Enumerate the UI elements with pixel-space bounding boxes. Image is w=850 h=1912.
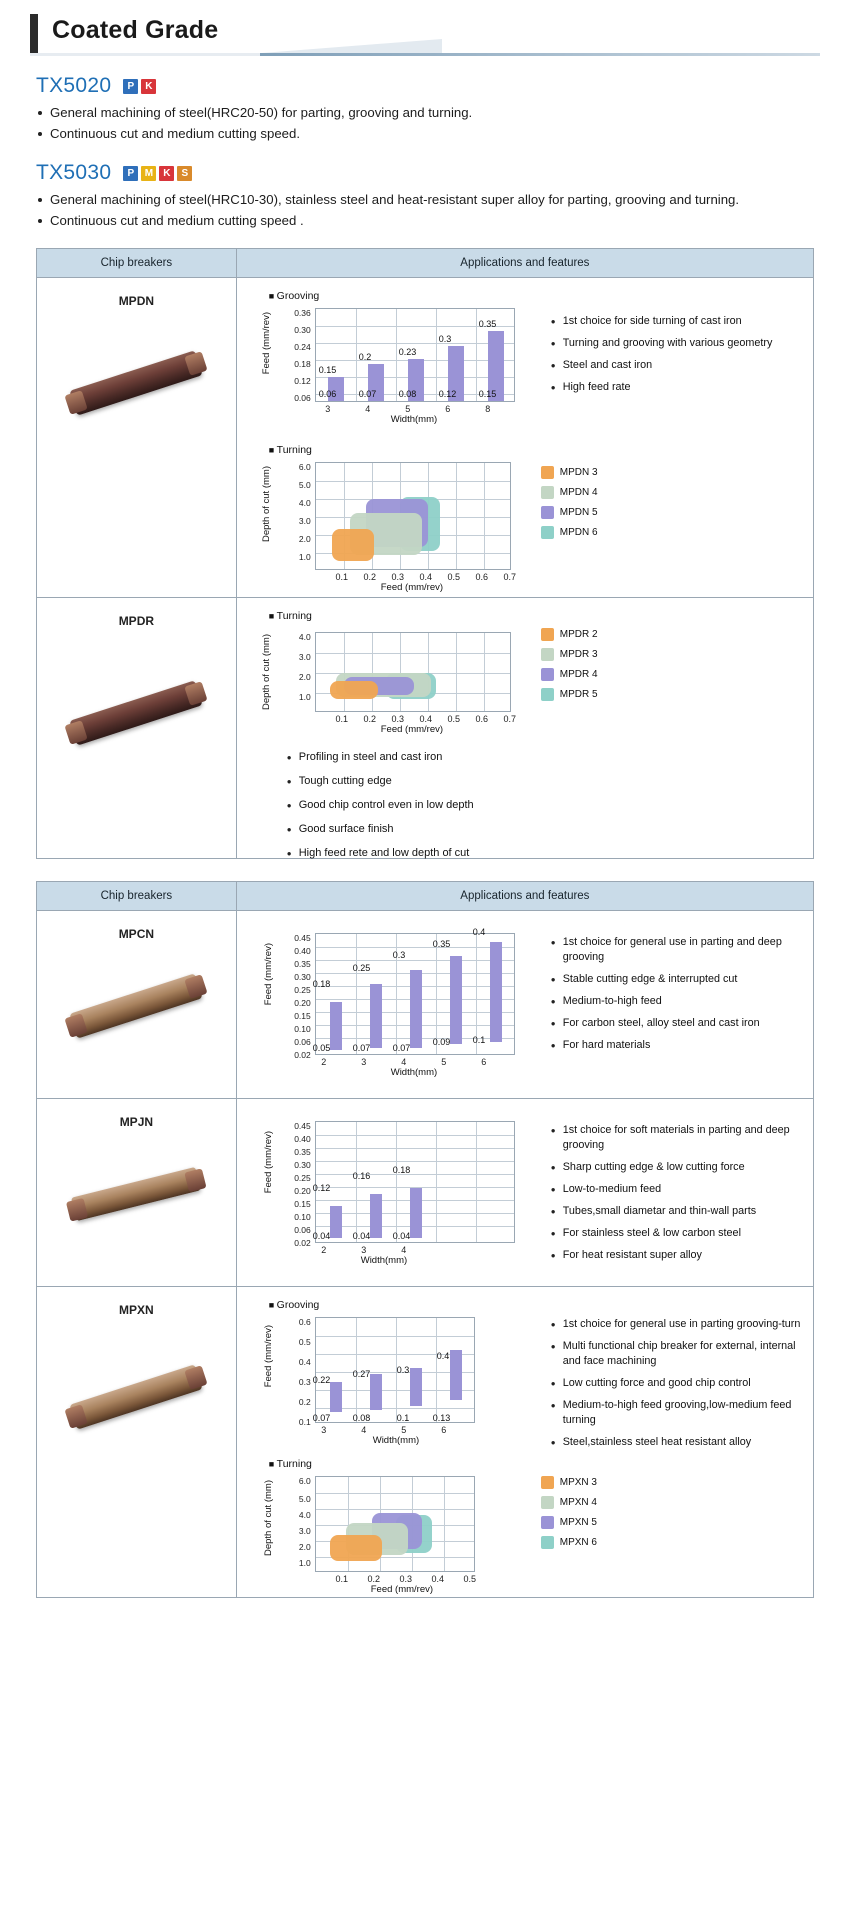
feature-item: ● Profiling in steel and cast iron — [287, 750, 627, 765]
bar-min-label: 0.07 — [392, 1043, 411, 1053]
column-header-chip-breakers: Chip breakers — [37, 249, 237, 278]
insert-image — [70, 680, 204, 746]
y-tick: 0.4 — [298, 1357, 311, 1367]
legend-swatch — [541, 628, 554, 641]
x-tick: 2 — [321, 1245, 327, 1255]
x-tick: 4 — [365, 404, 371, 414]
applications-cell-mpdn — [237, 278, 813, 597]
chart-plot-area — [315, 632, 511, 712]
x-tick: 0.4 — [419, 572, 432, 582]
y-tick: 5.0 — [298, 480, 311, 490]
y-tick: 6.0 — [298, 462, 311, 472]
chip-breaker-name: MPJN — [119, 1115, 154, 1129]
y-tick: 0.36 — [294, 308, 311, 318]
chart-x-axis-title: Width(mm) — [390, 1067, 438, 1078]
chart-x-axis-title: Width(mm) — [372, 1435, 420, 1446]
x-tick: 0.5 — [463, 1574, 476, 1584]
legend-item — [541, 648, 598, 661]
page-title: Coated Grade — [52, 16, 219, 44]
bar-max-label: 0.3 — [392, 950, 406, 960]
bar-min-label: 0.04 — [352, 1231, 371, 1241]
y-tick: 0.30 — [294, 325, 311, 335]
chart-x-axis-title: Width(mm) — [390, 414, 438, 425]
legend-item — [541, 628, 598, 641]
bar-max-label: 0.12 — [312, 1183, 331, 1193]
y-tick: 0.1 — [298, 1417, 311, 1427]
y-tick: 0.5 — [298, 1337, 311, 1347]
x-tick: 6 — [481, 1057, 487, 1067]
y-tick: 0.30 — [294, 1160, 311, 1170]
legend-label: MPDN 4 — [559, 487, 598, 498]
chart-plot-area — [315, 462, 511, 570]
x-tick: 5 — [405, 404, 411, 414]
chart-x-axis-title: Width(mm) — [360, 1255, 408, 1266]
applications-cell-mpxn — [237, 1287, 813, 1597]
x-tick: 0.6 — [475, 572, 488, 582]
y-tick: 4.0 — [298, 498, 311, 508]
x-tick: 5 — [441, 1057, 447, 1067]
feature-item: ● Low-to-medium feed — [551, 1182, 801, 1197]
insert-image — [70, 973, 204, 1039]
bar-max-label: 0.18 — [392, 1165, 411, 1175]
bar-max-label: 0.23 — [398, 347, 417, 357]
bar-max-label: 0.16 — [352, 1171, 371, 1181]
grade-bullets — [36, 104, 814, 143]
feature-list-mpdn — [551, 314, 801, 402]
feature-item: ● Medium-to-high feed — [551, 994, 801, 1009]
feature-list-mpdr — [287, 750, 627, 861]
chip-breaker-cell-mpxn — [37, 1287, 237, 1597]
grade-bullet: Continuous cut and medium cutting speed . — [36, 212, 814, 230]
y-tick: 2.0 — [298, 534, 311, 544]
chip-breaker-cell-mpcn — [37, 911, 237, 1098]
legend-item — [541, 1476, 597, 1489]
grade-bullet: General machining of steel(HRC10-30), stainless steel and heat-resistant super alloy for parting, grooving and turning. — [36, 191, 814, 209]
y-tick: 2.0 — [298, 1542, 311, 1552]
feature-item: ● 1st choice for side turning of cast iron — [551, 314, 801, 329]
x-tick: 8 — [485, 404, 491, 414]
y-tick: 0.2 — [298, 1397, 311, 1407]
iso-badge-m: M — [141, 166, 156, 181]
bar-max-label: 0.35 — [432, 939, 451, 949]
y-tick: 1.0 — [298, 692, 311, 702]
bar-max-label: 0.22 — [312, 1375, 331, 1385]
bar — [410, 1368, 422, 1406]
chart-x-axis-title: Feed (mm/rev) — [380, 724, 444, 735]
x-tick: 0.6 — [475, 714, 488, 724]
feature-item: ● For hard materials — [551, 1038, 801, 1053]
legend-item — [541, 1516, 597, 1529]
x-tick: 4 — [401, 1057, 407, 1067]
bar-min-label: 0.13 — [432, 1413, 451, 1423]
y-tick: 0.10 — [294, 1212, 311, 1222]
header-swoosh-decoration — [262, 39, 442, 53]
feature-item: ● Stable cutting edge & interrupted cut — [551, 972, 801, 987]
insert-image — [70, 350, 204, 416]
bar — [330, 1206, 342, 1238]
iso-badge-p: P — [123, 166, 138, 181]
legend-label: MPXN 6 — [559, 1537, 597, 1548]
feature-item: ● Multi functional chip breaker for external, internal and face machining — [551, 1339, 801, 1369]
chip-breaker-cell-mpdr — [37, 598, 237, 858]
feature-item: ● Steel,stainless steel heat resistant alloy — [551, 1435, 801, 1450]
column-header-applications: Applications and features — [237, 882, 813, 911]
x-tick: 0.3 — [391, 714, 404, 724]
region-mpxn-3 — [330, 1535, 382, 1561]
x-tick: 4 — [401, 1245, 407, 1255]
x-tick: 0.1 — [335, 1574, 348, 1584]
bar-max-label: 0.15 — [318, 365, 337, 375]
y-tick: 0.40 — [294, 946, 311, 956]
chart-mpjn-grooving — [251, 1109, 805, 1274]
iso-badge-s: S — [177, 166, 192, 181]
y-tick: 5.0 — [298, 1494, 311, 1504]
feature-list-mpxn — [551, 1317, 801, 1457]
legend-item — [541, 688, 598, 701]
legend-label: MPDR 2 — [559, 629, 598, 640]
legend-item — [541, 1496, 597, 1509]
legend-swatch — [541, 1476, 554, 1489]
iso-badges — [123, 79, 156, 94]
chart-mpxn-grooving — [251, 1299, 805, 1448]
legend-swatch — [541, 648, 554, 661]
legend-label: MPDN 6 — [559, 527, 598, 538]
chip-breaker-cell-mpdn — [37, 278, 237, 597]
feature-item: ● 1st choice for soft materials in parting and deep grooving — [551, 1123, 801, 1153]
y-tick: 0.24 — [294, 342, 311, 352]
bar — [490, 942, 502, 1042]
iso-badges — [123, 166, 192, 181]
chip-breaker-name: MPDR — [118, 614, 155, 628]
chart-mpxn-turning — [251, 1458, 805, 1595]
x-tick: 6 — [441, 1425, 447, 1435]
x-tick: 0.4 — [431, 1574, 444, 1584]
header-rule-accent — [260, 53, 820, 56]
y-tick: 0.45 — [294, 933, 311, 943]
bar-min-label: 0.1 — [472, 1035, 486, 1045]
y-tick: 0.20 — [294, 998, 311, 1008]
legend-label: MPXN 3 — [559, 1477, 597, 1488]
bar — [330, 1382, 342, 1412]
legend-swatch — [541, 486, 554, 499]
chart-y-axis-title: Feed (mm/rev) — [262, 1325, 274, 1388]
legend-swatch — [541, 466, 554, 479]
insert-photo-mpcn — [37, 941, 236, 1071]
column-header-applications: Applications and features — [237, 249, 813, 278]
insert-photo-mpjn — [37, 1129, 236, 1259]
bar-min-label: 0.12 — [438, 389, 457, 399]
legend-item — [541, 486, 598, 499]
chart-title: ■ Turning — [269, 1458, 805, 1470]
bar-min-label: 0.08 — [352, 1413, 371, 1423]
y-tick: 1.0 — [298, 552, 311, 562]
feature-item: ● 1st choice for general use in parting and deep grooving — [551, 935, 801, 965]
x-tick: 0.3 — [399, 1574, 412, 1584]
feature-item: ● High feed rete and low depth of cut — [287, 846, 627, 861]
bar — [450, 956, 462, 1044]
chart-mpdn-grooving — [251, 290, 805, 430]
x-tick: 3 — [361, 1057, 367, 1067]
bar-min-label: 0.06 — [318, 389, 337, 399]
y-tick: 0.18 — [294, 359, 311, 369]
x-tick: 0.7 — [503, 714, 516, 724]
feature-item: ● Steel and cast iron — [551, 358, 801, 373]
x-tick: 5 — [401, 1425, 407, 1435]
y-tick: 4.0 — [298, 1510, 311, 1520]
feature-item: ● For carbon steel, alloy steel and cast iron — [551, 1016, 801, 1031]
iso-badge-k: K — [141, 79, 156, 94]
table-row — [37, 278, 813, 598]
table-row — [37, 1287, 813, 1597]
chart-y-axis-title: Depth of cut (mm) — [262, 1480, 274, 1557]
y-tick: 0.45 — [294, 1121, 311, 1131]
x-tick: 2 — [321, 1057, 327, 1067]
chip-breaker-cell-mpjn — [37, 1099, 237, 1286]
y-tick: 0.02 — [294, 1050, 311, 1060]
feature-list-mpjn — [551, 1123, 801, 1270]
bar — [370, 1194, 382, 1238]
region-mpdn-3 — [332, 529, 374, 561]
x-tick: 0.2 — [367, 1574, 380, 1584]
feature-item: ● Sharp cutting edge & low cutting force — [551, 1160, 801, 1175]
bar-min-label: 0.09 — [432, 1037, 451, 1047]
chip-breaker-name: MPCN — [118, 927, 155, 941]
x-tick: 0.2 — [363, 714, 376, 724]
insert-image — [70, 1364, 204, 1430]
chart-x-axis-title: Feed (mm/rev) — [370, 1584, 434, 1595]
y-tick: 0.15 — [294, 1011, 311, 1021]
bar-min-label: 0.04 — [392, 1231, 411, 1241]
y-tick: 0.10 — [294, 1024, 311, 1034]
y-tick: 0.20 — [294, 1186, 311, 1196]
y-tick: 0.12 — [294, 376, 311, 386]
legend-label: MPDN 3 — [559, 467, 598, 478]
legend-item — [541, 466, 598, 479]
bar-min-label: 0.07 — [312, 1413, 331, 1423]
chart-mpcn-grooving — [251, 921, 805, 1086]
bar-min-label: 0.04 — [312, 1231, 331, 1241]
y-tick: 0.25 — [294, 985, 311, 995]
grade-name: TX5030 — [36, 161, 112, 184]
legend-swatch — [541, 526, 554, 539]
legend-swatch — [541, 1536, 554, 1549]
feature-list-mpcn — [551, 935, 801, 1060]
legend-label: MPXN 5 — [559, 1517, 597, 1528]
y-tick: 2.0 — [298, 672, 311, 682]
grade-bullet: Continuous cut and medium cutting speed. — [36, 125, 814, 143]
feature-item: ● For heat resistant super alloy — [551, 1248, 801, 1263]
chart-x-axis-title: Feed (mm/rev) — [380, 582, 444, 593]
header-accent-bar — [30, 14, 38, 54]
bar-max-label: 0.25 — [352, 963, 371, 973]
feature-item: ● 1st choice for general use in parting grooving-turn — [551, 1317, 801, 1332]
region-mpdr-2 — [330, 681, 378, 699]
bar-max-label: 0.3 — [438, 334, 452, 344]
applications-cell-mpdr — [237, 598, 813, 858]
chart-y-axis-title: Feed (mm/rev) — [260, 312, 272, 375]
x-tick: 0.1 — [335, 714, 348, 724]
y-tick: 0.15 — [294, 1199, 311, 1209]
chip-breaker-name: MPDN — [118, 294, 155, 308]
chart-legend-mpdr-turning — [541, 628, 598, 708]
grade-bullets — [36, 191, 814, 230]
y-tick: 0.6 — [298, 1317, 311, 1327]
legend-item — [541, 506, 598, 519]
legend-swatch — [541, 688, 554, 701]
chart-plot-area — [315, 1476, 475, 1572]
document-page — [0, 14, 850, 1618]
y-tick: 0.35 — [294, 959, 311, 969]
grade-bullet: General machining of steel(HRC20-50) for parting, grooving and turning. — [36, 104, 814, 122]
page-header — [30, 14, 820, 56]
y-tick: 0.35 — [294, 1147, 311, 1157]
insert-photo-mpxn — [37, 1317, 236, 1477]
chart-legend-mpdn-turning — [541, 466, 598, 546]
x-tick: 0.2 — [363, 572, 376, 582]
y-tick: 3.0 — [298, 516, 311, 526]
chip-breaker-name: MPXN — [119, 1303, 154, 1317]
chart-title: ■ Turning — [269, 444, 805, 456]
y-tick: 0.02 — [294, 1238, 311, 1248]
bar — [410, 970, 422, 1048]
chip-breaker-table-2 — [36, 881, 814, 1598]
bar — [450, 1350, 462, 1400]
feature-item: ● Turning and grooving with various geometry — [551, 336, 801, 351]
y-tick: 3.0 — [298, 652, 311, 662]
legend-label: MPDR 4 — [559, 669, 598, 680]
legend-swatch — [541, 1496, 554, 1509]
x-tick: 4 — [361, 1425, 367, 1435]
bar — [330, 1002, 342, 1050]
applications-cell-mpjn — [237, 1099, 813, 1286]
y-tick: 0.06 — [294, 393, 311, 403]
y-tick: 0.25 — [294, 1173, 311, 1183]
table-row — [37, 598, 813, 858]
bar-max-label: 0.4 — [472, 927, 486, 937]
bar-min-label: 0.07 — [352, 1043, 371, 1053]
chip-breaker-table-1 — [36, 248, 814, 859]
x-tick: 0.5 — [447, 714, 460, 724]
x-tick: 6 — [445, 404, 451, 414]
grade-title-row — [36, 74, 814, 98]
y-tick: 0.06 — [294, 1225, 311, 1235]
grade-name: TX5020 — [36, 74, 112, 97]
legend-swatch — [541, 668, 554, 681]
chart-legend-mpxn-turning — [541, 1476, 597, 1556]
y-tick: 3.0 — [298, 1526, 311, 1536]
y-tick: 1.0 — [298, 1558, 311, 1568]
applications-cell-mpcn — [237, 911, 813, 1098]
feature-item: ● Tubes,small diametar and thin-wall parts — [551, 1204, 801, 1219]
table-row — [37, 1099, 813, 1287]
legend-label: MPDN 5 — [559, 507, 598, 518]
chart-mpdn-turning — [251, 444, 805, 594]
feature-item: ● Good surface finish — [287, 822, 627, 837]
chart-y-axis-title: Depth of cut (mm) — [260, 466, 272, 543]
y-tick: 6.0 — [298, 1476, 311, 1486]
feature-item: ● For stainless steel & low carbon steel — [551, 1226, 801, 1241]
legend-item — [541, 526, 598, 539]
y-tick: 0.06 — [294, 1037, 311, 1047]
bar-min-label: 0.05 — [312, 1043, 331, 1053]
x-tick: 3 — [321, 1425, 327, 1435]
bar — [370, 1374, 382, 1410]
bar-min-label: 0.15 — [478, 389, 497, 399]
chart-mpdr-turning — [251, 610, 805, 740]
chart-title: ■ Grooving — [269, 290, 805, 302]
bar — [370, 984, 382, 1048]
insert-photo-mpdr — [37, 628, 236, 798]
insert-photo-mpdn — [37, 308, 236, 458]
bar-max-label: 0.2 — [358, 352, 372, 362]
iso-badge-p: P — [123, 79, 138, 94]
bar-max-label: 0.18 — [312, 979, 331, 989]
bar-min-label: 0.07 — [358, 389, 377, 399]
bar-max-label: 0.4 — [436, 1351, 450, 1361]
bar-max-label: 0.35 — [478, 319, 497, 329]
bar-min-label: 0.1 — [396, 1413, 410, 1423]
chart-title: ■ Grooving — [269, 1299, 805, 1311]
x-tick: 3 — [361, 1245, 367, 1255]
feature-item: ● High feed rate — [551, 380, 801, 395]
chart-y-axis-title: Feed (mm/rev) — [262, 943, 274, 1006]
grade-block-tx5020 — [36, 74, 814, 143]
grade-title-row — [36, 161, 814, 185]
y-tick: 0.40 — [294, 1134, 311, 1144]
x-tick: 0.3 — [391, 572, 404, 582]
x-tick: 3 — [325, 404, 331, 414]
bar — [410, 1188, 422, 1238]
x-tick: 0.1 — [335, 572, 348, 582]
x-tick: 0.5 — [447, 572, 460, 582]
x-tick: 0.7 — [503, 572, 516, 582]
chart-plot-area — [312, 1121, 515, 1243]
legend-item — [541, 1536, 597, 1549]
bar-max-label: 0.3 — [396, 1365, 410, 1375]
chart-y-axis-title: Depth of cut (mm) — [260, 634, 272, 711]
feature-item: ● Low cutting force and good chip control — [551, 1376, 801, 1391]
chart-y-axis-title: Feed (mm/rev) — [262, 1131, 274, 1194]
table-header-row — [37, 249, 813, 278]
x-tick: 0.4 — [419, 714, 432, 724]
column-header-chip-breakers: Chip breakers — [37, 882, 237, 911]
insert-image — [71, 1167, 201, 1221]
chart-title: ■ Turning — [269, 610, 805, 622]
iso-badge-k: K — [159, 166, 174, 181]
y-tick: 4.0 — [298, 632, 311, 642]
table-row — [37, 911, 813, 1099]
legend-label: MPXN 4 — [559, 1497, 597, 1508]
legend-label: MPDR 5 — [559, 689, 598, 700]
feature-item: ● Tough cutting edge — [287, 774, 627, 789]
feature-item: ● Medium-to-high feed grooving,low-medium feed turning — [551, 1398, 801, 1428]
feature-item: ● Good chip control even in low depth — [287, 798, 627, 813]
legend-swatch — [541, 506, 554, 519]
table-header-row — [37, 882, 813, 911]
bar-max-label: 0.27 — [352, 1369, 371, 1379]
legend-item — [541, 668, 598, 681]
y-tick: 0.30 — [294, 972, 311, 982]
legend-label: MPDR 3 — [559, 649, 598, 660]
legend-swatch — [541, 1516, 554, 1529]
y-tick: 0.3 — [298, 1377, 311, 1387]
grade-block-tx5030 — [36, 161, 814, 230]
bar-min-label: 0.08 — [398, 389, 417, 399]
chart-plot-area — [312, 1317, 475, 1423]
